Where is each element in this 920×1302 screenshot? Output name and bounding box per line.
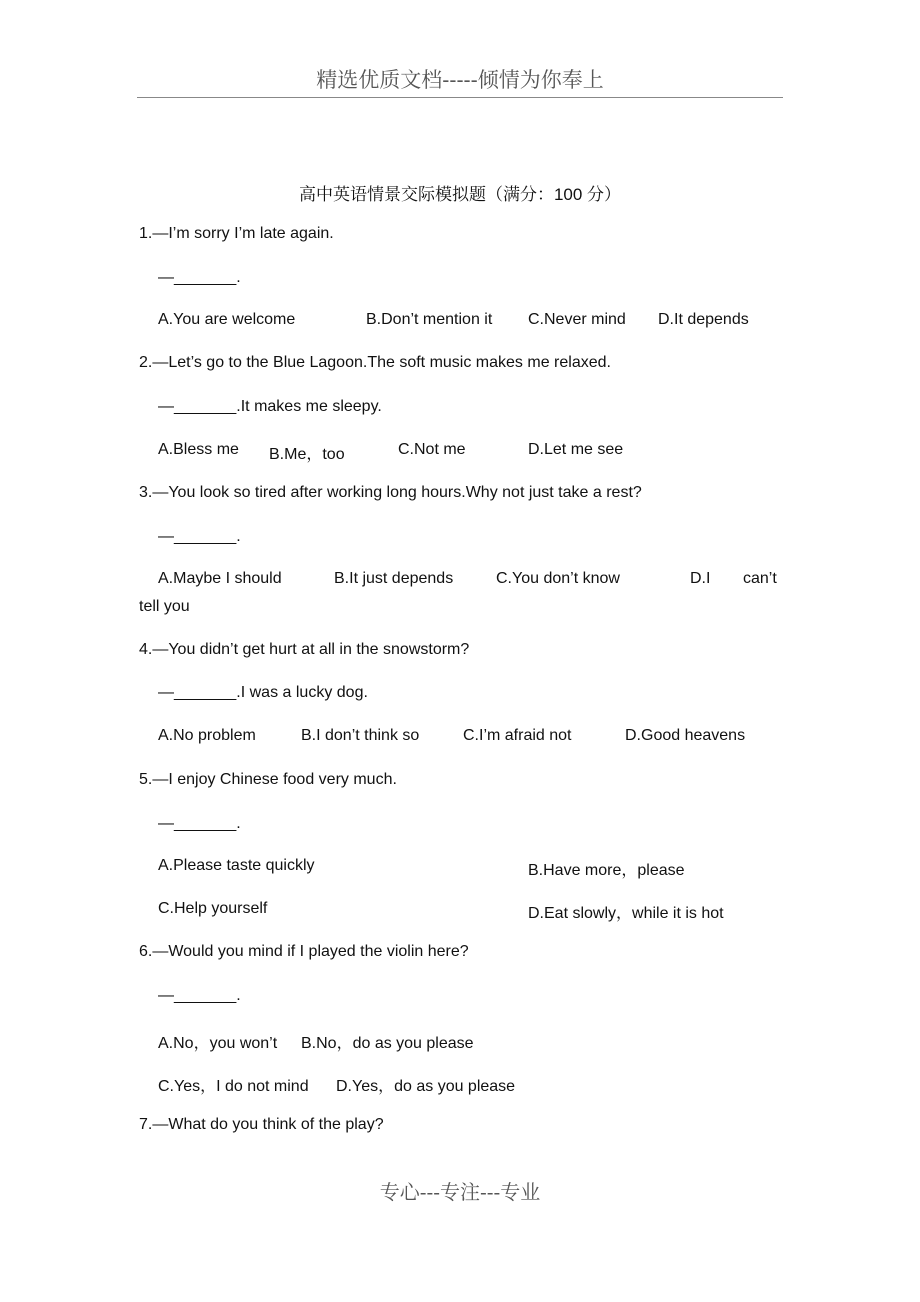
- question-5-option-a: A.Please taste quickly: [158, 857, 315, 874]
- question-6-option-a: A.No，you won’t: [158, 1035, 278, 1052]
- question-7-stem: 7.—What do you think of the play?: [139, 1116, 384, 1133]
- question-6-option-b: B.No，do as you please: [301, 1035, 474, 1052]
- header-rule: [137, 97, 783, 98]
- question-3-option-d-cont: can’t: [743, 570, 777, 587]
- question-2-option-c: C.Not me: [398, 441, 466, 458]
- question-1-option-b: B.Don’t mention it: [366, 311, 493, 328]
- question-5-option-d: D.Eat slowly，while it is hot: [528, 905, 724, 922]
- question-5-answer: —_______.: [158, 815, 241, 832]
- question-5-option-b: B.Have more，please: [528, 862, 685, 879]
- question-2-option-a: A.Bless me: [158, 441, 239, 458]
- question-1-option-d: D.It depends: [658, 311, 749, 328]
- question-1-answer: —_______.: [158, 269, 241, 286]
- question-6-option-c: C.Yes，I do not mind: [158, 1078, 309, 1095]
- question-3-option-a: A.Maybe I should: [158, 570, 282, 587]
- question-4-option-c: C.I’m afraid not: [463, 727, 572, 744]
- question-4-option-b: B.I don’t think so: [301, 727, 420, 744]
- question-3-stem: 3.—You look so tired after working long hours.Why not just take a rest?: [139, 484, 642, 501]
- question-3-option-d: D.I: [690, 570, 711, 587]
- question-2-stem: 2.—Let’s go to the Blue Lagoon.The soft music makes me relaxed.: [139, 354, 611, 371]
- question-6-answer: —_______.: [158, 987, 241, 1004]
- question-3-option-b: B.It just depends: [334, 570, 454, 587]
- question-1-option-a: A.You are welcome: [158, 311, 296, 328]
- question-4-option-a: A.No problem: [158, 727, 256, 744]
- question-3-continuation: tell you: [139, 598, 190, 615]
- question-3-option-c: C.You don’t know: [496, 570, 620, 587]
- page-title: 高中英语情景交际模拟题（满分：100 分）: [298, 185, 622, 204]
- question-6-stem: 6.—Would you mind if I played the violin here?: [139, 943, 469, 960]
- question-2-option-d: D.Let me see: [528, 441, 624, 458]
- question-4-stem: 4.—You didn’t get hurt at all in the snowstorm?: [139, 641, 470, 658]
- question-1-option-c: C.Never mind: [528, 311, 626, 328]
- question-4-answer: —_______.I was a lucky dog.: [158, 684, 368, 701]
- question-2-option-b: B.Me，too: [269, 446, 345, 463]
- page-footer: 专心---专注---专业: [379, 1180, 541, 1204]
- question-1-stem: 1.—I’m sorry I’m late again.: [139, 225, 334, 242]
- question-6-option-d: D.Yes，do as you please: [336, 1078, 516, 1095]
- question-5-option-c: C.Help yourself: [158, 900, 268, 917]
- question-3-answer: —_______.: [158, 528, 241, 545]
- question-2-answer: —_______.It makes me sleepy.: [158, 398, 382, 415]
- question-4-option-d: D.Good heavens: [625, 727, 746, 744]
- question-5-stem: 5.—I enjoy Chinese food very much.: [139, 771, 397, 788]
- page-header: 精选优质文档-----倾情为你奉上: [316, 68, 604, 92]
